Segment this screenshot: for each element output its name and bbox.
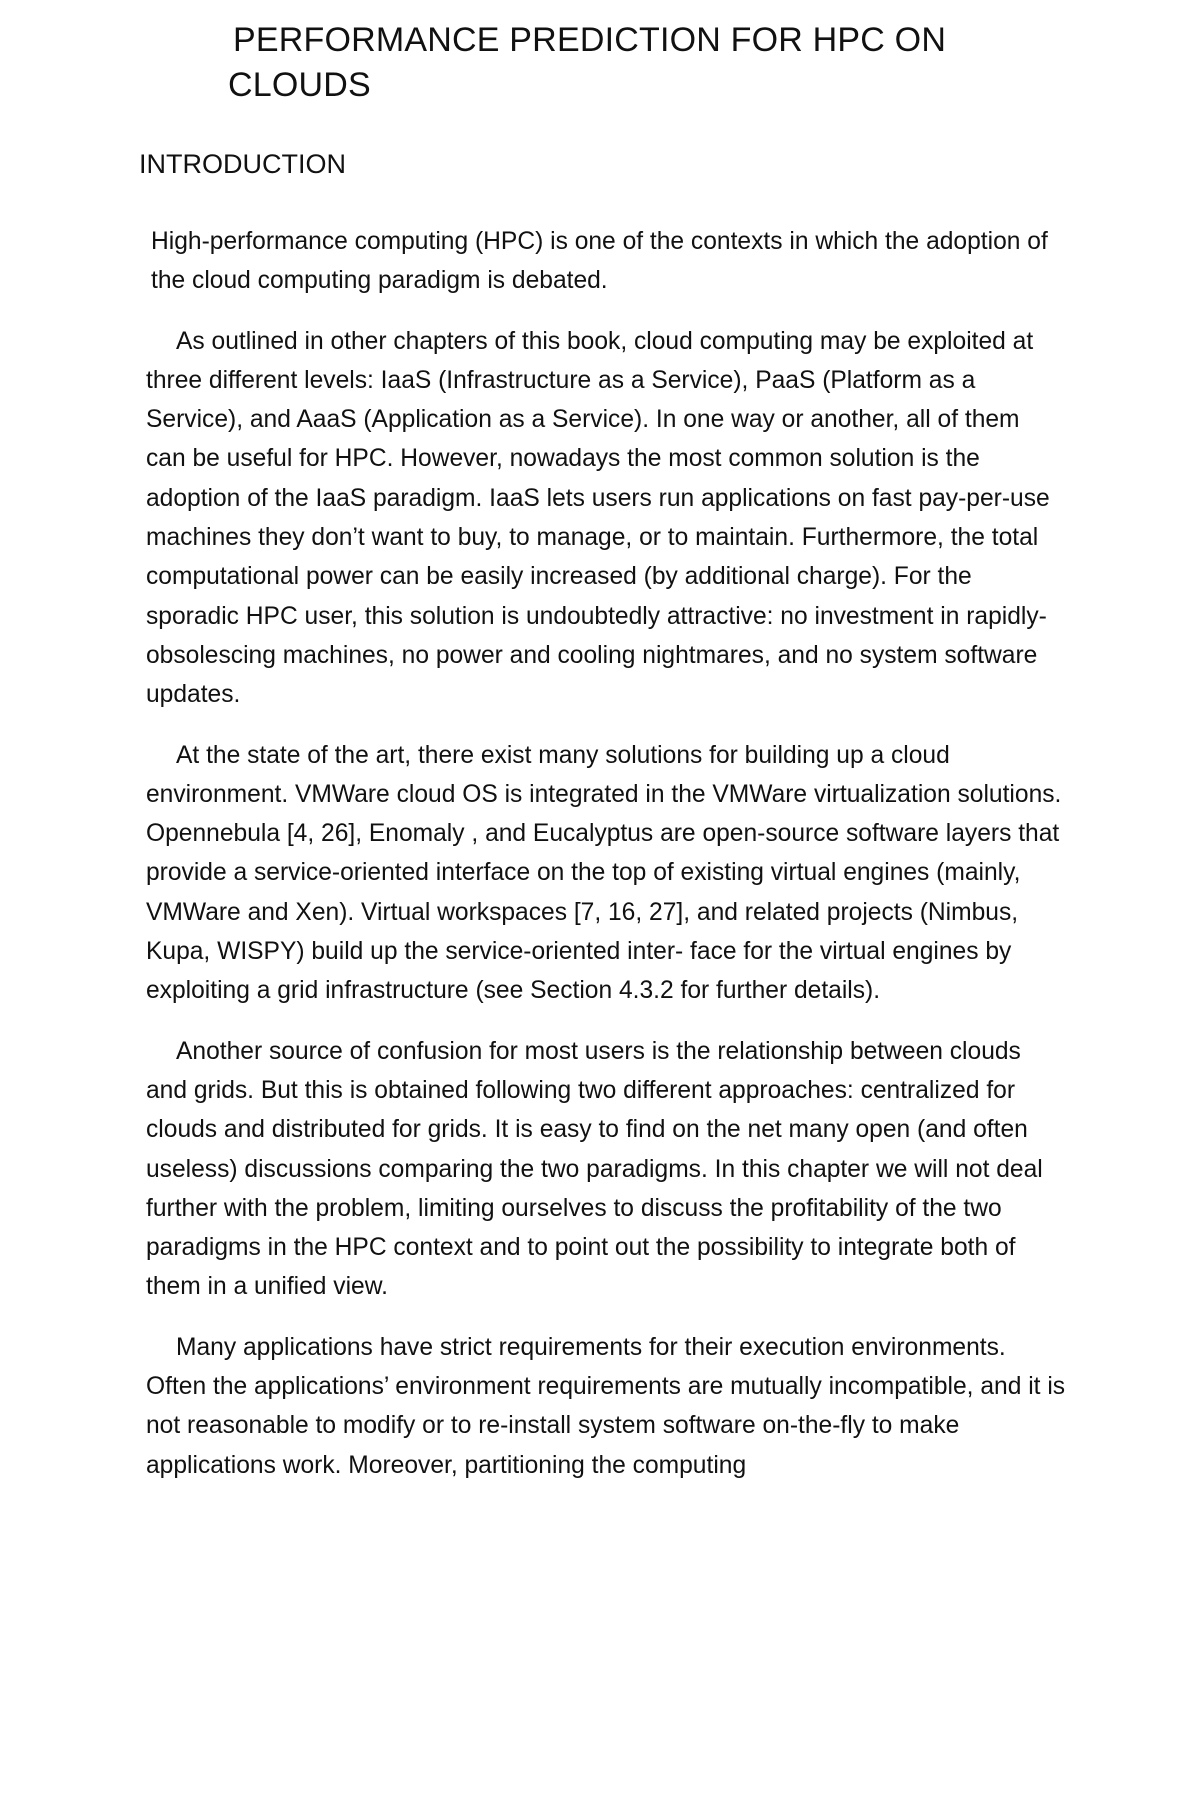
title-line-2: CLOUDS bbox=[228, 66, 371, 104]
section-heading-introduction: INTRODUCTION bbox=[139, 149, 346, 179]
paragraph-application-requirements: Many applications have strict requirements for their execution environments. Often the applications’ environment requirements are mutually incompatible, and it is not reasonable to modify or to re-install system software on-the-fly to make applications work. Moreover, partitioning the computing bbox=[146, 1333, 1066, 1479]
paragraph-hpc-intro: High-performance computing (HPC) is one of the contexts in which the adoption of the cloud computing paradigm is debated. bbox=[151, 228, 1048, 295]
paragraph-cloud-levels: As outlined in other chapters of this book, cloud computing may be exploited at three different levels: IaaS (Infrastructure as a Service), PaaS (Platform as a Service), and AaaS (Application as a Service). In one way or another, all of them can be useful for HPC. However, nowadays the most common solution is the adoption of the IaaS paradigm. IaaS lets users run applications on fast pay-per-use machines they don’t want to buy, to manage, or to maintain. Furthermore, the total computational power can be easily increased (by additional charge). For the sporadic HPC user, this solution is undoubtedly attractive: no investment in rapidly-obsolescing machines, no power and cooling nightmares, and no system software updates. bbox=[146, 327, 1050, 709]
body-text bbox=[146, 222, 1066, 1506]
paragraph-clouds-and-grids: Another source of confusion for most users is the relationship between clouds and grids. But this is obtained following two different approaches: centralized for clouds and distributed for grids. It is easy to find on the net many open (and often useless) discussions comparing the two paradigms. In this chapter we will not deal further with the problem, limiting ourselves to discuss the profitability of the two paradigms in the HPC context and to point out the possibility to integrate both of them in a unified view. bbox=[146, 1037, 1043, 1301]
document-title bbox=[228, 18, 1053, 108]
paragraph-state-of-the-art: At the state of the art, there exist many solutions for building up a cloud environment. VMWare cloud OS is integrated in the VMWare virtualization solutions. Opennebula [4, 26], Enomaly , and Eucalyptus are open-source software layers that provide a service-oriented interface on the top of existing virtual engines (mainly, VMWare and Xen). Virtual workspaces [7, 16, 27], and related projects (Nimbus, Kupa, WISPY) build up the service-oriented inter- face for the virtual engines by exploiting a grid infrastructure (see Section 4.3.2 for further details). bbox=[146, 741, 1062, 1005]
title-line-1: PERFORMANCE PREDICTION FOR HPC ON bbox=[233, 21, 947, 59]
